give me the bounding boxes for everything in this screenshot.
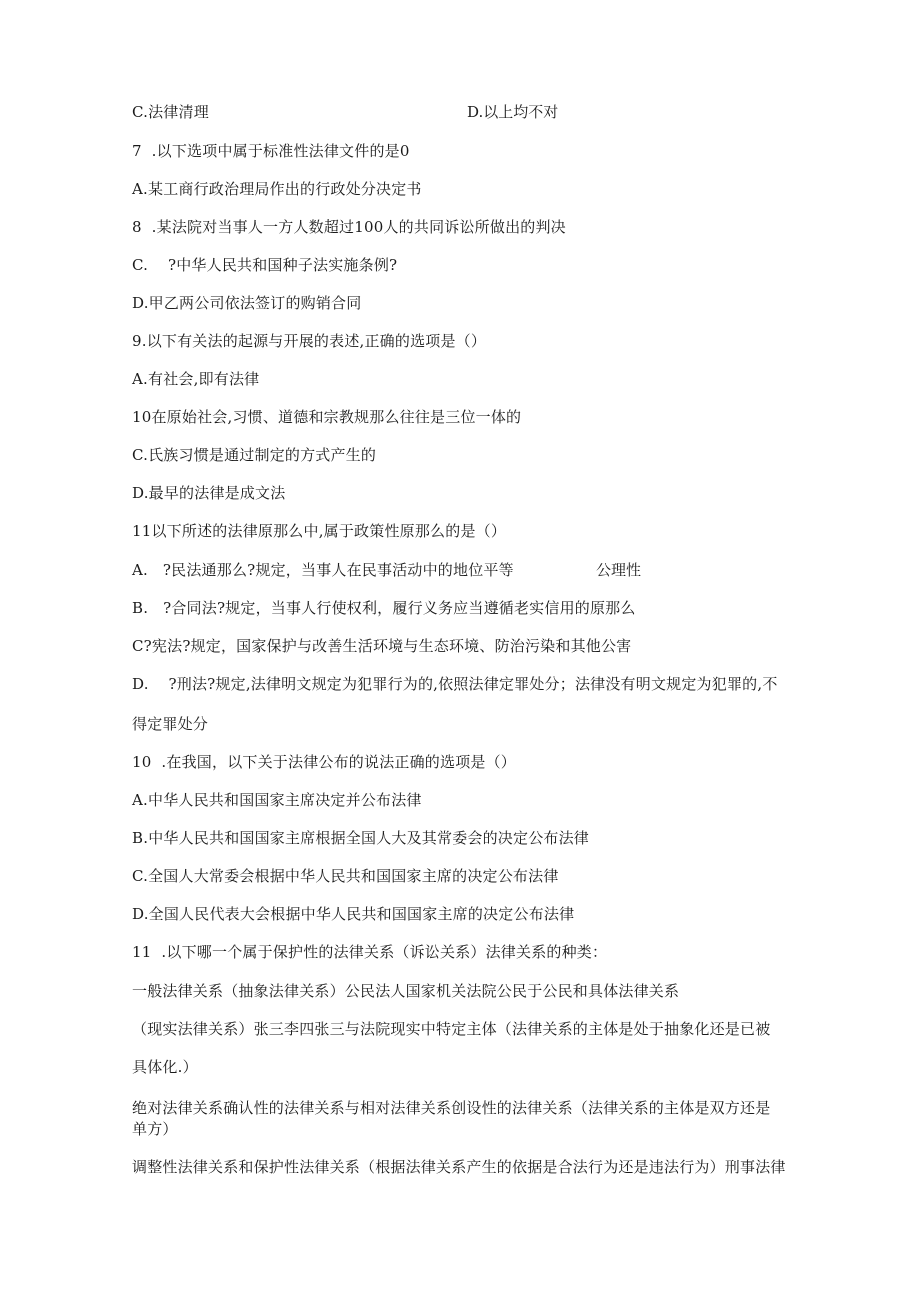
question-7: 7 .以下选项中属于标准性法律文件的是0	[132, 142, 410, 160]
question-11-option-d-cont: 得定罪处分	[132, 715, 209, 733]
question-11-option-c: C?宪法?规定，国家保护与改善生活环境与生态环境、防治污染和其他公害	[132, 637, 632, 655]
note-line-6: 调整性法律关系和保护性法律关系（根据法律关系产生的依据是合法行为还是违法行为）刑事法律	[132, 1158, 786, 1176]
question-11b: 11 .以下哪一个属于保护性的法律关系（诉讼关系）法律关系的种类：	[132, 943, 608, 961]
option-c-line: C.法律清理	[132, 103, 209, 121]
note-line-5: 单方）	[132, 1120, 178, 1138]
note-line-1: 一般法律关系（抽象法律关系）公民法人国家机关法院公民于公民和具体法律关系	[132, 982, 680, 1000]
question-7-option-a: A.某工商行政治理局作出的行政处分决定书	[132, 180, 422, 198]
margin-note: 公理性	[596, 561, 642, 579]
note-line-4: 绝对法律关系确认性的法律关系与相对法律关系创设性的法律关系（法律关系的主体是双方还是	[132, 1099, 771, 1117]
question-8-option-d: D.甲乙两公司依法签订的购销合同	[132, 294, 362, 312]
option-d-line: D.以上均不对	[467, 103, 559, 121]
question-10b-option-b: B.中华人民共和国国家主席根据全国人大及其常委会的决定公布法律	[132, 829, 589, 847]
note-line-2: （现实法律关系）张三李四张三与法院现实中特定主体（法律关系的主体是处于抽象化还是已被	[132, 1020, 771, 1038]
question-8-option-c: C. ?中华人民共和国种子法实施条例?	[132, 256, 398, 274]
question-9-option-c: C.氏族习惯是通过制定的方式产生的	[132, 446, 377, 464]
question-9: 9.以下有关法的起源与开展的表述,正确的选项是（）	[132, 332, 487, 350]
question-9-option-a: A.有社会,即有法律	[132, 370, 260, 388]
question-11-option-a: A. ?民法通那么?规定，当事人在民事活动中的地位平等	[132, 561, 514, 579]
question-10b-option-a: A.中华人民共和国国家主席决定并公布法律	[132, 791, 422, 809]
note-line-3: 具体化.）	[132, 1058, 198, 1076]
question-10b-option-d: D.全国人民代表大会根据中华人民共和国国家主席的决定公布法律	[132, 905, 575, 923]
question-11-option-b: B. ?合同法?规定，当事人行使权利，履行义务应当遵循老实信用的原那么	[132, 599, 636, 617]
question-10-line: 10在原始社会,习惯、道德和宗教规那么往往是三位一体的	[132, 408, 522, 426]
question-8: 8 .某法院对当事人一方人数超过100人的共同诉讼所做出的判决	[132, 218, 566, 236]
question-9-option-d: D.最早的法律是成文法	[132, 484, 286, 502]
question-11: 11以下所述的法律原那么中,属于政策性原那么的是（）	[132, 522, 507, 540]
question-10b: 10 .在我国，以下关于法律公布的说法正确的选项是（）	[132, 753, 516, 771]
question-11-option-d: D. ?刑法?规定,法律明文规定为犯罪行为的,依照法律定罪处分；法律没有明文规定为犯罪的,不	[132, 675, 778, 693]
question-10b-option-c: C.全国人大常委会根据中华人民共和国国家主席的决定公布法律	[132, 867, 559, 885]
